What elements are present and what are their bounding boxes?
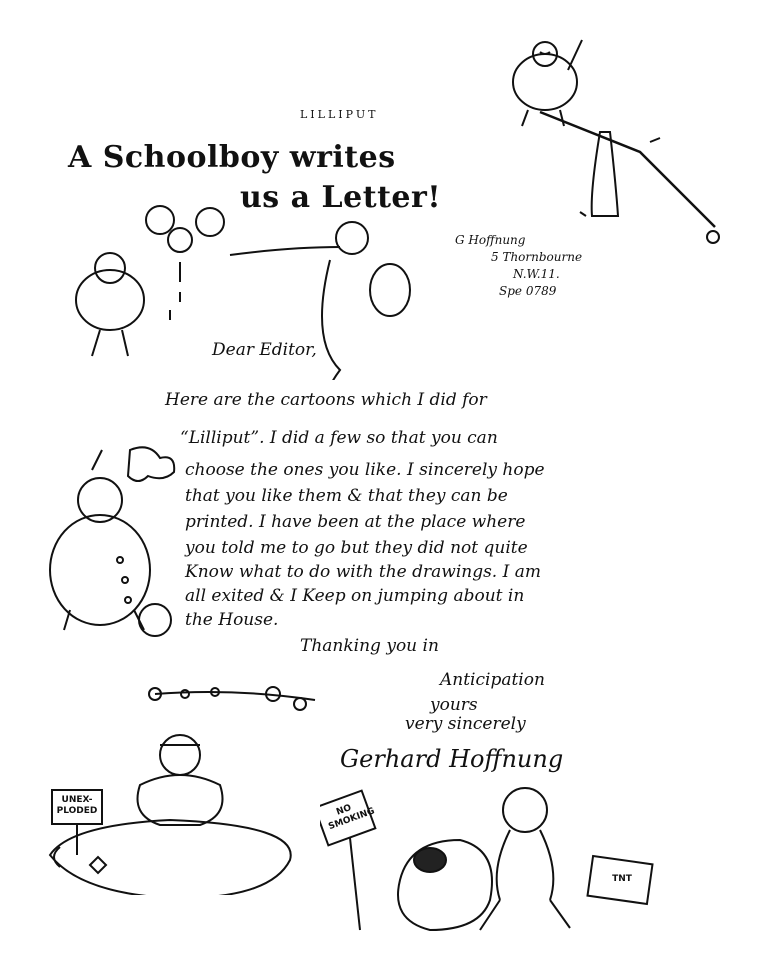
unexploded-sign: UNEX-PLODED xyxy=(56,795,98,816)
cannon-man-cartoon xyxy=(320,770,660,940)
letter-line-2: “Lilliput”. I did a few so that you can xyxy=(180,428,498,448)
signature: Gerhard Hoffnung xyxy=(340,745,564,773)
letter-line-8: all exited & I Keep on jumping about in xyxy=(185,586,525,606)
address-line-2: 5 Thornbourne xyxy=(491,250,583,264)
letter-line-5: printed. I have been at the place where xyxy=(185,512,526,532)
closing-thanking: Thanking you in xyxy=(300,636,439,656)
chain-cartoon xyxy=(145,680,325,720)
closing-yours: yours xyxy=(430,695,478,715)
bomb-rider-cartoon xyxy=(40,725,310,895)
headline-line-1: A Schoolboy writes xyxy=(68,140,396,175)
letter-line-7: Know what to do with the drawings. I am xyxy=(185,562,541,582)
address-line-4: Spe 0789 xyxy=(499,284,557,298)
letter-line-4: that you like them & that they can be xyxy=(185,486,508,506)
magazine-name: LILLIPUT xyxy=(300,108,379,121)
closing-sincerely: very sincerely xyxy=(405,714,526,734)
address-line-3: N.W.11. xyxy=(513,267,560,281)
no-smoking-sign: NO SMOKING xyxy=(327,803,377,833)
salutation: Dear Editor, xyxy=(212,340,317,360)
closing-anticipation: Anticipation xyxy=(440,670,545,690)
letter-line-3: choose the ones you like. I sincerely hope xyxy=(185,460,545,480)
steam-man-cartoon xyxy=(30,440,190,650)
tnt-box-label: TNT xyxy=(612,874,632,884)
address-line-1: G Hoffnung xyxy=(455,233,526,247)
sender-address xyxy=(455,232,582,300)
letter-line-6: you told me to go but they did not quite xyxy=(185,538,528,558)
headline-line-2: us a Letter! xyxy=(240,180,441,215)
letter-line-1: Here are the cartoons which I did for xyxy=(165,390,487,410)
letter-line-9: the House. xyxy=(185,610,279,630)
